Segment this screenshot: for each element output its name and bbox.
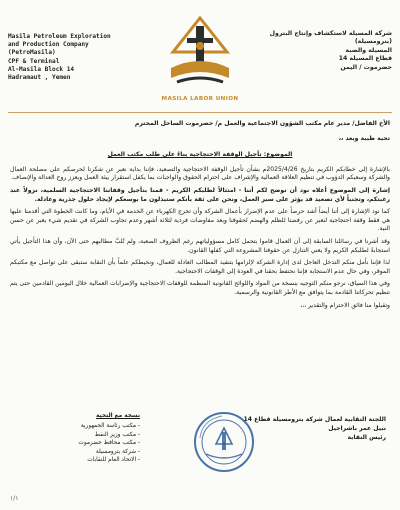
- recipient-address: الأخ الفاضل/ مدير عام مكتب الشؤون الاجتماعية والعمل م/ حضرموت الساحل المحترم: [134, 120, 390, 127]
- letter-subject: الموضوع: تأجيل الوقفة الاحتجاجية بناءً على طلب مكتب العمل: [107, 151, 293, 159]
- signature-name: نبيل عمر باشراحيل: [328, 425, 386, 432]
- en-line: (PetroMasila): [8, 49, 56, 57]
- union-logo-icon: [165, 16, 235, 94]
- paragraph: كما نود الإشارة إلى أننا أيضاً أشد حرصاً على عدم الإضرار بأعمال الشركة وأن تخرج الكهرباء عن الخدمة في الأيام، وما كانت الخطوة التي أقدمنا عليها هي فقط وقفة احتجاجية لنعبر عن رفضنا للظلم والهضم لحقوقنا وبعد مفاوضات فردية لثلاثة أشهر وعدم تجاوب الشركة في تقديم شيء يعبر عن حسن النية.: [10, 208, 390, 233]
- paragraph: إشارة إلى الموضوع أعلاه نود أن نوضح لكم أننا - امتثالاً لطلبكم الكريم - قمنا بتأجيل وقفاتنا الاحتجاجية السلمية، نزولاً عند رغبتكم، وتجنباً لأي تصعيد قد يؤثر على سير العمل، ونحن على ثقة بأنكم ستبذلون ما بوسعكم لإيجاد حلول جذرية وعادلة.: [10, 186, 390, 203]
- ar-line: حضرموت / اليمن: [340, 63, 392, 71]
- en-line: CPF & Terminal: [8, 57, 60, 65]
- paragraph: وفي هذا السياق، نرجو منكم التوجيه بنسخة من المواد واللوائح القانونية المنظمة للوقفات الاحتجاجية والإضرابات العمالية خلال اليومين القادمين حتى يتم تنظيم تحركاتنا القادمة بما يتوافق مع الأطر القانونية والرسمية.: [10, 280, 390, 296]
- greeting: تحية طيبة وبعد ،،: [338, 134, 390, 142]
- cc-item: - الاتحاد العام للنقابات: [10, 456, 140, 464]
- cc-item: - مكتب رئاسة الجمهورية: [10, 422, 140, 430]
- cc-title: نسخة مع التحية: [96, 413, 140, 419]
- official-stamp-icon: [192, 410, 256, 474]
- letterhead-arabic: [252, 30, 392, 72]
- cc-item: - مكتب محافظ حضرموت: [10, 439, 140, 447]
- cc-item: - شركة بترومسيلة: [10, 448, 140, 456]
- en-line: and Production Company: [8, 41, 89, 49]
- paragraph: وقد أشرنا في رسائلنا السابقة إلى أن العمال قاموا بتحمل كامل مسؤولياتهم رغم الظروف الصعبة، ولم تُلبَّ مطالبهم حتى الآن، وأن هذا التأجيل يأتي استجابةً لطلبكم الكريم ولا يعني التنازل عن حقوقنا المشروعة التي كفلها القانون.: [10, 237, 390, 254]
- letterhead-english: [8, 33, 138, 82]
- header-divider: [8, 112, 392, 113]
- cc-list: [10, 412, 140, 464]
- ar-line: (بترومسيلة): [354, 38, 392, 46]
- en-line: Al-Masila Block 14: [8, 65, 75, 73]
- cc-item: - مكتب وزير النفط: [10, 431, 140, 439]
- ar-line: قطاع المسيلة 14: [338, 55, 392, 63]
- letter-body: [10, 120, 390, 310]
- ar-line: شركة المسيلة لاستكشاف وإنتاج البترول: [269, 30, 392, 37]
- paragraph: بالإشارة إلى خطابكم الكريم بتاريخ 2025/4/26م بشأن تأجيل الوقفة الاحتجاجية والتصعيد، فإننا بداية نعبر عن شكرنا لحرصكم على مصلحة العمال والشركة وسعيكم الدؤوب في تنظيم العلاقة العمالية والإشراف على احترام الحقوق والواجبات بما يكفل استقرار بيئة العمل ويعزز روح العدالة والإنصاف.: [10, 165, 390, 182]
- signature-title: رئيس النقابة: [347, 434, 386, 441]
- paragraph: لذا فإننا نأمل منكم التدخل العاجل لدى إدارة الشركة لإلزامها بتنفيذ المطالب العادلة للعمال، ونحيطكم علماً بأن النقابة ستبقى على تواصل مع مكتبكم الموقر، وفي حال عدم الاستجابة فإننا نحتفظ بحقنا في العودة إلى الوقفات الاحتجاجية.: [10, 259, 390, 275]
- closing-line: وتقبلوا منا فائق الاحترام والتقدير ،،،: [300, 301, 390, 309]
- signature-org: اللجنة النقابية لعمال شركة بترومسيلة قطاع 14: [243, 416, 386, 423]
- en-line: Masila Petroleum Exploration: [8, 33, 111, 40]
- union-caption: MASILA LABOR UNION: [161, 96, 239, 102]
- page-number: ١/١: [10, 495, 19, 502]
- ar-line: المسيلة والضبة: [345, 46, 392, 54]
- en-line: Hadramaut , Yemen: [8, 74, 71, 82]
